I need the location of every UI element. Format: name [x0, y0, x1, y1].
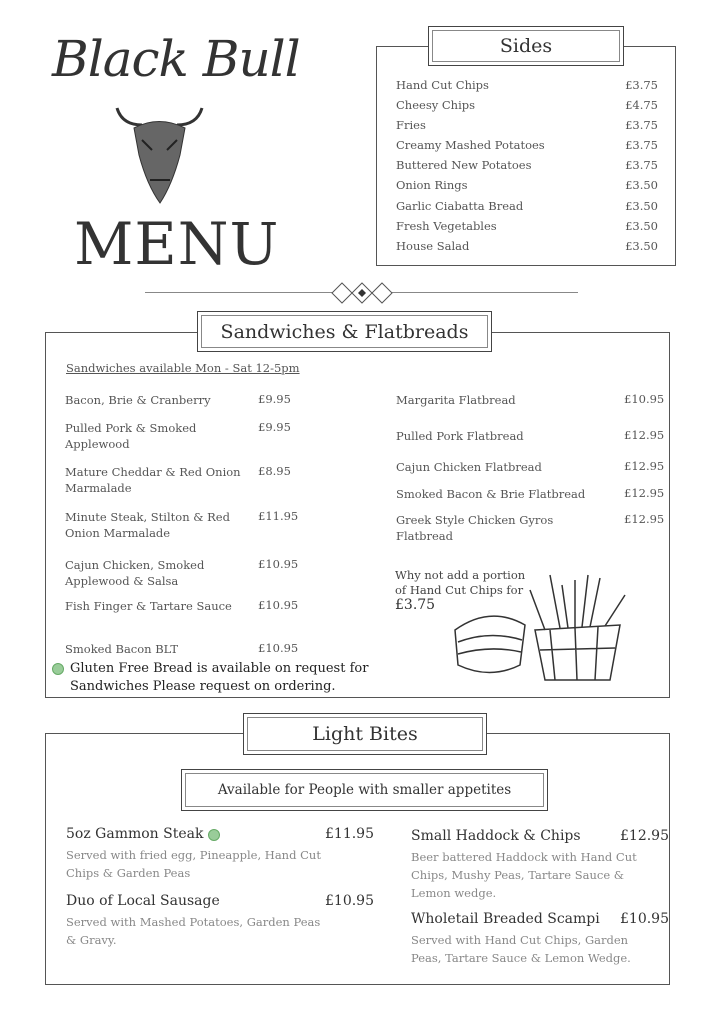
promo-text: Why not add a portion of Hand Cut Chips for [395, 568, 526, 597]
side-item-price: £3.75 [625, 118, 658, 133]
flatbread-name: Cajun Chicken Flatbread [396, 460, 542, 474]
gluten-free-note [52, 660, 372, 696]
sandwich-and-chips-illustration [450, 570, 635, 685]
sandwich-price: £9.95 [258, 392, 291, 406]
side-item-name: Onion Rings [396, 178, 468, 193]
light-bite-name: Wholetail Breaded Scampi [411, 911, 600, 927]
side-item-name: Fresh Vegetables [396, 218, 497, 233]
side-item [396, 98, 658, 118]
light-bites-subtitle [181, 769, 548, 811]
side-item-name: Cheesy Chips [396, 98, 476, 113]
light-bite-description: Served with Mashed Potatoes, Garden Peas & Gravy. [66, 915, 321, 947]
sandwich-price: £10.95 [258, 641, 299, 655]
light-bite-description: Served with fried egg, Pineapple, Hand Cut Chips & Garden Peas [66, 848, 321, 880]
flatbread-price: £12.95 [624, 459, 665, 473]
flatbread-price: £10.95 [624, 392, 665, 406]
light-bite-price: £10.95 [325, 893, 374, 909]
sandwich-name: Bacon, Brie & Cranberry [65, 393, 211, 407]
side-item [396, 118, 658, 138]
flatbread-price: £12.95 [624, 428, 665, 442]
light-bite-price: £12.95 [620, 828, 669, 844]
sandwich-name: Mature Cheddar & Red Onion Marmalade [65, 465, 241, 495]
flatbread-name: Greek Style Chicken Gyros Flatbread [396, 513, 554, 543]
side-item-name: House Salad [396, 238, 470, 253]
gluten-free-icon [208, 829, 220, 841]
side-item-price: £3.75 [625, 138, 658, 153]
sandwiches-title [197, 311, 492, 352]
promo-price: £3.75 [395, 597, 436, 613]
sandwich-name: Minute Steak, Stilton & Red Onion Marmalade [65, 510, 230, 540]
sandwich-price: £11.95 [258, 509, 299, 523]
flatbread-price: £12.95 [624, 512, 665, 526]
light-bite-name: 5oz Gammon Steak [66, 826, 204, 842]
light-bite-name: Small Haddock & Chips [411, 828, 581, 844]
light-bites-title-text: Light Bites [312, 723, 418, 745]
sandwich-price: £10.95 [258, 598, 299, 612]
side-item [396, 78, 658, 98]
side-item [396, 239, 658, 259]
flatbread-name: Margarita Flatbread [396, 393, 516, 407]
side-item-price: £3.50 [625, 238, 658, 253]
light-bite-price: £11.95 [325, 826, 374, 842]
flatbread-price: £12.95 [624, 486, 665, 500]
gluten-free-text: Gluten Free Bread is available on request for Sandwiches Please request on ordering. [70, 661, 369, 694]
side-item-price: £4.75 [625, 98, 658, 113]
side-item-price: £3.50 [625, 178, 658, 193]
sandwich-price: £9.95 [258, 420, 291, 434]
light-bite-description: Beer battered Haddock with Hand Cut Chips, Mushy Peas, Tartare Sauce & Lemon wedge. [411, 850, 637, 900]
sides-title-text: Sides [499, 35, 553, 57]
side-item-name: Fries [396, 118, 426, 133]
side-item-name: Creamy Mashed Potatoes [396, 138, 545, 153]
light-bites-title [243, 713, 487, 755]
flatbread-name: Pulled Pork Flatbread [396, 429, 524, 443]
sandwich-name: Fish Finger & Tartare Sauce [65, 599, 232, 613]
gluten-free-icon [52, 663, 64, 675]
sandwich-availability: Sandwiches available Mon - Sat 12-5pm [66, 361, 300, 375]
side-item [396, 158, 658, 178]
sandwich-name: Pulled Pork & Smoked Applewood [65, 421, 197, 451]
sides-list [396, 78, 658, 259]
light-bite-description: Served with Hand Cut Chips, Garden Peas, Tartare Sauce & Lemon Wedge. [411, 933, 631, 965]
side-item [396, 219, 658, 239]
side-item-name: Garlic Ciabatta Bread [396, 198, 524, 213]
sandwich-price: £10.95 [258, 557, 299, 571]
side-item-price: £3.75 [625, 158, 658, 173]
side-item [396, 178, 658, 198]
side-item [396, 199, 658, 219]
diamond-ornament-icon [330, 281, 394, 305]
light-bite-price: £10.95 [620, 911, 669, 927]
menu-heading: MENU [74, 210, 280, 278]
light-bites-subtitle-text: Available for People with smaller appetites [217, 782, 512, 798]
sides-title [428, 26, 624, 66]
side-item [396, 138, 658, 158]
light-bite-name: Duo of Local Sausage [66, 893, 220, 909]
side-item-name: Hand Cut Chips [396, 78, 489, 92]
sandwich-name: Cajun Chicken, Smoked Applewood & Salsa [65, 558, 205, 588]
sandwiches-title-text: Sandwiches & Flatbreads [220, 320, 469, 343]
side-item-price: £3.50 [625, 198, 658, 213]
sandwich-name: Smoked Bacon BLT [65, 642, 179, 656]
flatbread-name: Smoked Bacon & Brie Flatbread [396, 487, 586, 501]
logo: Black Bull [52, 30, 300, 88]
side-item-price: £3.50 [625, 218, 658, 233]
side-item-price: £3.75 [625, 78, 658, 92]
side-item-name: Buttered New Potatoes [396, 158, 532, 173]
bull-head-icon [112, 100, 207, 210]
sandwich-price: £8.95 [258, 464, 291, 478]
